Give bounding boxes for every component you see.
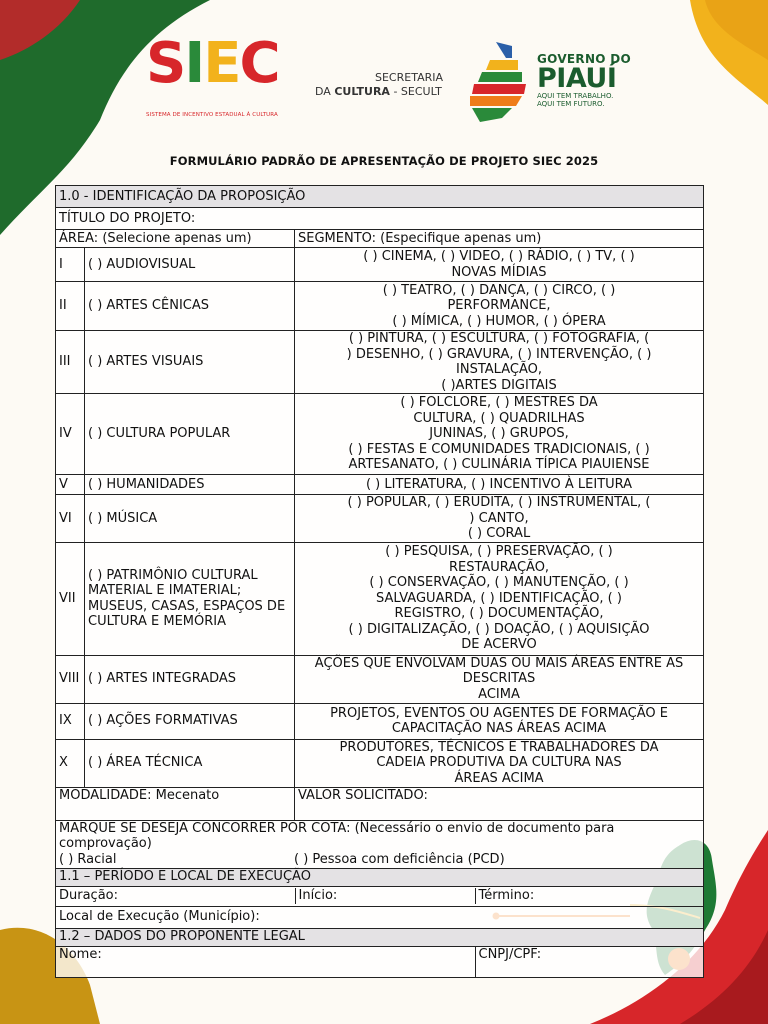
cota-row — [56, 820, 704, 868]
siec-logo-subtitle: SISTEMA DE INCENTIVO ESTADUAL À CULTURA — [146, 112, 278, 118]
area-option[interactable]: ( ) ARTES CÊNICAS — [85, 282, 295, 331]
segment-line: DESCRITAS — [462, 671, 536, 687]
segment-line: ( ) CORAL — [467, 526, 531, 541]
area-row — [56, 542, 704, 655]
segment-options[interactable] — [295, 739, 704, 787]
area-number: VIII — [56, 655, 85, 703]
area-option[interactable]: ( ) HUMANIDADES — [85, 475, 295, 495]
area-option[interactable]: ( ) MÚSICA — [85, 495, 295, 543]
segment-line: ( ) CINEMA, ( ) VIDEO, ( ) RÁDIO, ( ) TV, ( ) — [363, 249, 635, 264]
segment-options[interactable] — [295, 542, 704, 655]
secretaria-logo — [315, 71, 443, 99]
area-row — [56, 248, 704, 282]
inicio-field[interactable]: Início: — [295, 888, 475, 904]
segment-line: PERFORMANCE, — [447, 298, 551, 314]
segment-line: RESTAURAÇÃO, — [448, 559, 550, 575]
segment-line: REGISTRO, ( ) DOCUMENTAÇÃO, — [394, 606, 604, 622]
area-row — [56, 282, 704, 331]
section-1-2-header: 1.2 – DADOS DO PROPONENTE LEGAL — [56, 928, 704, 946]
segment-line: ( ) FOLCLORE, ( ) MESTRES DA — [400, 395, 598, 411]
segment-line: ( ) TEATRO, ( ) DANÇA, ( ) CIRCO, ( ) — [382, 282, 616, 298]
secretaria-line2: DA CULTURA - SECULT — [315, 85, 442, 98]
cota-text: MARQUE SE DESEJA CONCORRER POR COTA: (Necessário o envio de documento para comprovação) — [59, 820, 615, 852]
area-row — [56, 655, 704, 703]
gov-line2: PIAUÍ — [537, 63, 617, 94]
area-number: V — [56, 475, 85, 495]
area-number: III — [56, 331, 85, 394]
gov-line4: AQUI TEM FUTURO. — [537, 100, 605, 108]
segment-line: ( ) MÍMICA, ( ) HUMOR, ( ) ÓPERA — [392, 313, 606, 329]
segment-line: ( ) LITERATURA, ( ) INCENTIVO À LEITURA — [365, 476, 633, 492]
cota-options — [59, 852, 700, 868]
gov-line3: AQUI TEM TRABALHO. — [537, 92, 614, 100]
area-option[interactable]: ( ) ÁREA TÉCNICA — [85, 739, 295, 787]
segment-options[interactable] — [295, 475, 704, 495]
segment-line: CAPACITAÇÃO NAS ÁREAS ACIMA — [391, 721, 607, 736]
segment-line: NOVAS MÍDIAS — [451, 264, 547, 280]
segment-options[interactable] — [295, 655, 704, 703]
segment-line: ( ) PESQUISA, ( ) PRESERVAÇÃO, ( ) — [385, 544, 613, 560]
segment-line: ( ) DIGITALIZAÇÃO, ( ) DOAÇÃO, ( ) AQUISIÇÃO — [348, 621, 650, 637]
segment-options[interactable] — [295, 331, 704, 394]
area-column-header: ÁREA: (Selecione apenas um) — [56, 230, 295, 248]
area-row — [56, 495, 704, 543]
segment-line: ARTESANATO, ( ) CULINÁRIA TÍPICA PIAUIENSE — [348, 457, 650, 473]
area-number: VII — [56, 542, 85, 655]
duracao-field[interactable]: Duração: — [56, 888, 295, 904]
segment-line: JUNINAS, ( ) GRUPOS, — [429, 426, 569, 442]
area-number: X — [56, 739, 85, 787]
area-row — [56, 703, 704, 739]
form-title: FORMULÁRIO PADRÃO DE APRESENTAÇÃO DE PROJETO SIEC 2025 — [169, 154, 599, 168]
segment-line: ) DESENHO, ( ) GRAVURA, ( ) INTERVENÇÃO, ( ) — [346, 346, 652, 362]
secretaria-line1: SECRETARIA — [375, 71, 444, 84]
segment-line: SALVAGUARDA, ( ) IDENTIFICAÇÃO, ( ) — [376, 590, 622, 606]
segment-line: ( ) FESTAS E COMUNIDADES TRADICIONAIS, ( ) — [348, 441, 650, 457]
cnpj-cpf-field[interactable]: CNPJ/CPF: — [478, 946, 542, 962]
gov-line1: GOVERNO DO — [537, 52, 632, 66]
area-row — [56, 394, 704, 475]
area-option[interactable]: ( ) ARTES INTEGRADAS — [85, 655, 295, 703]
segment-line: ) CANTO, — [469, 510, 529, 526]
segment-line: ( ) PINTURA, ( ) ESCULTURA, ( ) FOTOGRAFIA, ( — [348, 331, 650, 346]
project-form-table — [55, 185, 704, 978]
segment-options[interactable] — [295, 248, 704, 282]
segment-line: ACIMA — [478, 686, 520, 702]
periodo-row — [56, 886, 704, 906]
area-option[interactable]: ( ) PATRIMÔNIO CULTURAL MATERIAL E IMATERIAL; MUSEUS, CASAS, ESPAÇOS DE CULTURA E MEMÓRIA — [85, 542, 295, 655]
segment-line: AÇÕES QUE ENVOLVAM DUAS OU MAIS ÁREAS ENTRE AS — [314, 655, 684, 671]
governo-piaui-logo — [537, 52, 631, 108]
area-number: II — [56, 282, 85, 331]
termino-field[interactable]: Término: — [478, 888, 535, 904]
area-option[interactable]: ( ) ARTES VISUAIS — [85, 331, 295, 394]
siec-logo-word: SIEC — [146, 31, 279, 96]
area-option[interactable]: ( ) AUDIOVISUAL — [85, 248, 295, 282]
area-row — [56, 739, 704, 787]
valor-solicitado-field[interactable]: VALOR SOLICITADO: — [295, 787, 704, 820]
project-title-field[interactable]: TÍTULO DO PROJETO: — [56, 208, 704, 230]
local-execucao-field[interactable]: Local de Execução (Município): — [56, 906, 704, 928]
area-number: IV — [56, 394, 85, 475]
nome-field[interactable]: Nome: — [56, 947, 475, 977]
segment-options[interactable] — [295, 495, 704, 543]
area-number: IX — [56, 703, 85, 739]
area-option[interactable]: ( ) CULTURA POPULAR — [85, 394, 295, 475]
segment-line: INSTALAÇÃO, — [456, 362, 542, 377]
modalidade-field: MODALIDADE: Mecenato — [56, 787, 295, 820]
area-row — [56, 475, 704, 495]
section-1-1-header: 1.1 – PERÍODO E LOCAL DE EXECUÇÃO — [56, 868, 704, 886]
area-option[interactable]: ( ) AÇÕES FORMATIVAS — [85, 703, 295, 739]
segment-line: DE ACERVO — [461, 637, 537, 653]
area-number: VI — [56, 495, 85, 543]
segment-line: CULTURA, ( ) QUADRILHAS — [413, 410, 585, 426]
piaui-emblem-icon — [466, 38, 534, 126]
proponente-row — [56, 946, 704, 977]
segment-line: ÁREAS ACIMA — [454, 770, 544, 786]
area-row — [56, 331, 704, 394]
segment-options[interactable] — [295, 394, 704, 475]
segment-line: ( ) CONSERVAÇÃO, ( ) MANUTENÇÃO, ( ) — [369, 575, 629, 591]
segment-line: PRODUTORES, TÉCNICOS E TRABALHADORES DA — [339, 739, 659, 755]
section-1-0-header: 1.0 - IDENTIFICAÇÃO DA PROPOSIÇÃO — [56, 186, 704, 208]
segment-options[interactable] — [295, 703, 704, 739]
cota-pcd-checkbox[interactable]: ( ) Pessoa com deficiência (PCD) — [294, 851, 505, 867]
area-number: I — [56, 248, 85, 282]
segment-column-header: SEGMENTO: (Especifique apenas um) — [295, 230, 704, 248]
segment-line: ( )ARTES DIGITAIS — [441, 377, 557, 393]
cota-racial-checkbox[interactable]: ( ) Racial — [59, 851, 117, 867]
segment-options[interactable] — [295, 282, 704, 331]
segment-line: CADEIA PRODUTIVA DA CULTURA NAS — [376, 755, 622, 771]
segment-line: PROJETOS, EVENTOS OU AGENTES DE FORMAÇÃO E — [330, 705, 668, 721]
segment-line: ( ) POPULAR, ( ) ERUDITA, ( ) INSTRUMENTAL, ( — [347, 495, 651, 510]
